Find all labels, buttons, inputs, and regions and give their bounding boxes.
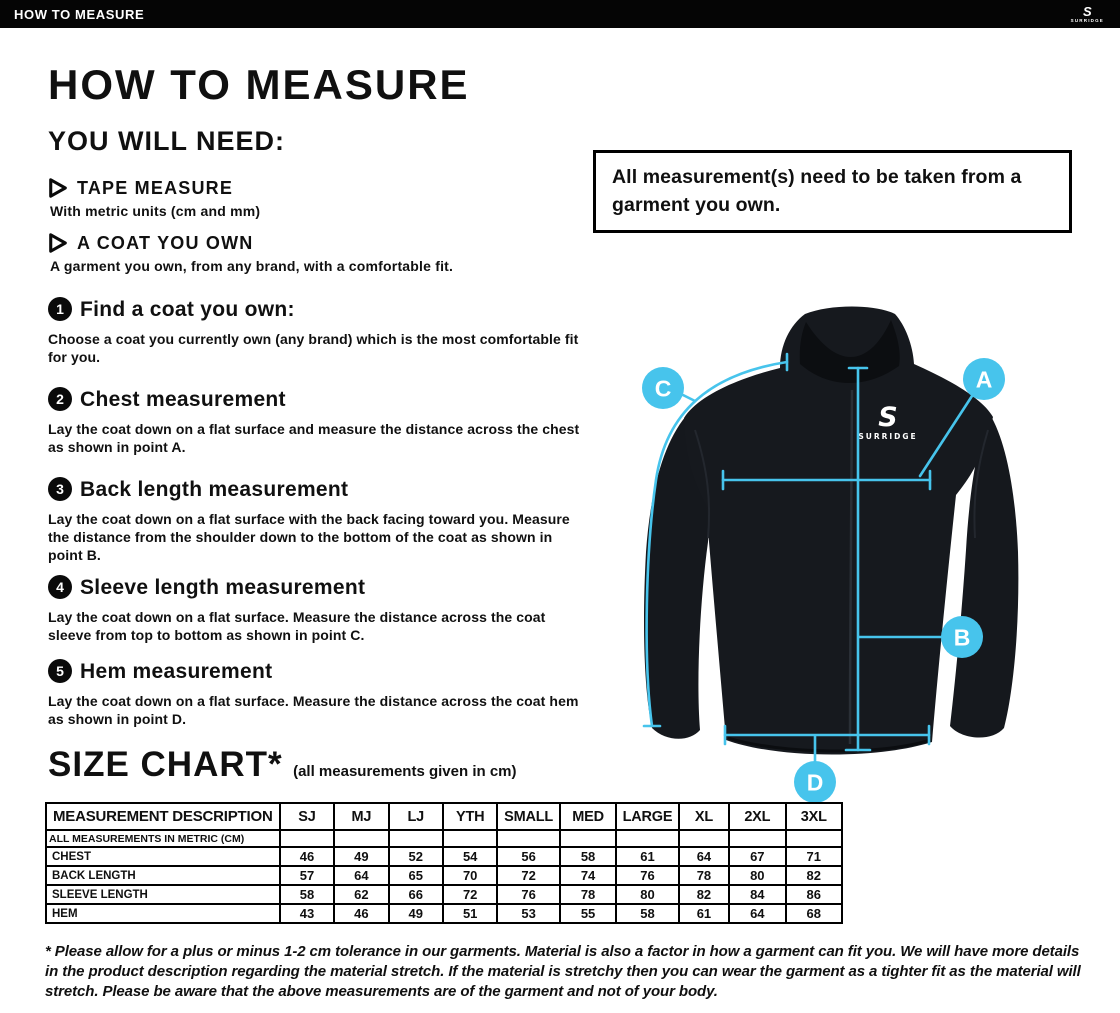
size-chart-value-cell: 56 <box>497 847 559 866</box>
jacket-measurement-figure <box>600 280 1100 810</box>
size-chart-value-cell: 67 <box>729 847 785 866</box>
size-chart-value-cell: 71 <box>786 847 842 866</box>
size-chart-value-cell: 54 <box>443 847 497 866</box>
size-chart-row-label: CHEST <box>46 847 280 866</box>
size-chart-value-cell: 76 <box>616 866 678 885</box>
step-description: Lay the coat down on a flat surface with the back facing toward you. Measure the distance from the shoulder down to the bottom of the coat as shown in point B. <box>48 511 570 564</box>
size-chart-column-header: XL <box>679 803 729 830</box>
jacket-illustration <box>644 307 1018 755</box>
size-chart-note-cell: ALL MEASUREMENTS IN METRIC (CM) <box>46 830 280 847</box>
size-chart-row <box>46 885 842 904</box>
step-1 <box>48 297 585 366</box>
surridge-logo-wordmark: SURRIDGE <box>1070 17 1104 23</box>
size-chart-value-cell: 86 <box>786 885 842 904</box>
size-chart-value-cell: 72 <box>443 885 497 904</box>
page-title: HOW TO MEASURE <box>48 61 470 108</box>
need-item-title: TAPE MEASURE <box>77 178 234 198</box>
step-number-badge: 3 <box>48 477 72 501</box>
size-chart-column-header: LJ <box>389 803 443 830</box>
step-description: Lay the coat down on a flat surface. Measure the distance across the coat hem as shown in point D. <box>48 693 579 728</box>
size-chart-column-header: MED <box>560 803 616 830</box>
need-item-coat <box>48 233 588 274</box>
size-chart-value-cell: 62 <box>334 885 388 904</box>
triangle-bullet-icon <box>48 178 68 198</box>
size-chart-value-cell: 53 <box>497 904 559 923</box>
size-chart-column-header: SJ <box>280 803 334 830</box>
need-item-description: A garment you own, from any brand, with a comfortable fit. <box>50 258 454 274</box>
size-chart-value-cell: 61 <box>616 847 678 866</box>
step-number-badge: 1 <box>48 297 72 321</box>
size-chart-value-cell: 58 <box>560 847 616 866</box>
size-chart-value-cell: 74 <box>560 866 616 885</box>
size-chart-column-header: 2XL <box>729 803 785 830</box>
surridge-logo <box>1071 5 1104 24</box>
size-chart-empty-cell <box>280 830 334 847</box>
size-chart-row-label: SLEEVE LENGTH <box>46 885 280 904</box>
size-chart-empty-cell <box>560 830 616 847</box>
size-chart-value-cell: 70 <box>443 866 497 885</box>
size-chart-empty-cell <box>786 830 842 847</box>
size-chart-note-row <box>46 830 842 847</box>
size-chart-value-cell: 84 <box>729 885 785 904</box>
size-chart-empty-cell <box>729 830 785 847</box>
need-item-tape-measure <box>48 178 588 219</box>
top-bar-title: HOW TO MEASURE <box>14 6 145 22</box>
step-title: Find a coat you own: <box>80 297 295 321</box>
size-chart-column-header: 3XL <box>786 803 842 830</box>
size-chart-row-label: BACK LENGTH <box>46 866 280 885</box>
size-chart-value-cell: 80 <box>729 866 785 885</box>
size-chart-empty-cell <box>334 830 388 847</box>
size-chart-value-cell: 64 <box>729 904 785 923</box>
surridge-logo-s-icon: S <box>1082 3 1092 19</box>
size-chart-subtitle: (all measurements given in cm) <box>293 763 517 780</box>
size-chart-value-cell: 78 <box>679 866 729 885</box>
step-title: Chest measurement <box>80 387 286 411</box>
size-chart-value-cell: 55 <box>560 904 616 923</box>
step-title: Hem measurement <box>80 659 273 683</box>
size-chart-column-header: LARGE <box>616 803 678 830</box>
size-chart-value-cell: 58 <box>280 885 334 904</box>
step-number-badge: 4 <box>48 575 72 599</box>
size-chart-empty-cell <box>389 830 443 847</box>
size-chart-empty-cell <box>443 830 497 847</box>
size-chart-empty-cell <box>497 830 559 847</box>
step-4 <box>48 575 585 644</box>
size-chart-empty-cell <box>616 830 678 847</box>
size-chart-row <box>46 866 842 885</box>
size-chart-value-cell: 57 <box>280 866 334 885</box>
size-chart-value-cell: 43 <box>280 904 334 923</box>
size-chart-header-row <box>46 803 842 830</box>
size-chart-value-cell: 51 <box>443 904 497 923</box>
size-chart-value-cell: 46 <box>334 904 388 923</box>
size-chart-value-cell: 72 <box>497 866 559 885</box>
step-title: Back length measurement <box>80 477 349 501</box>
marker-b-label: B <box>953 624 971 651</box>
garment-logo-s-icon: S <box>878 402 898 433</box>
size-chart-value-cell: 68 <box>786 904 842 923</box>
size-chart-value-cell: 80 <box>616 885 678 904</box>
size-chart-column-header: MJ <box>334 803 388 830</box>
step-title: Sleeve length measurement <box>80 575 366 599</box>
size-chart-value-cell: 61 <box>679 904 729 923</box>
size-chart-row <box>46 904 842 923</box>
size-chart-column-header: MEASUREMENT DESCRIPTION <box>46 803 280 830</box>
size-chart-value-cell: 49 <box>334 847 388 866</box>
size-chart-column-header: YTH <box>443 803 497 830</box>
size-chart-value-cell: 52 <box>389 847 443 866</box>
step-number-badge: 5 <box>48 659 72 683</box>
marker-a-label: A <box>975 366 993 393</box>
size-chart-value-cell: 82 <box>679 885 729 904</box>
size-chart-value-cell: 65 <box>389 866 443 885</box>
step-5 <box>48 659 585 728</box>
size-chart-value-cell: 64 <box>334 866 388 885</box>
size-chart-row <box>46 847 842 866</box>
marker-d-label: D <box>806 769 824 796</box>
you-will-need-heading: YOU WILL NEED: <box>48 126 286 156</box>
top-bar <box>0 0 1120 28</box>
size-chart-value-cell: 78 <box>560 885 616 904</box>
step-2 <box>48 387 585 456</box>
step-description: Choose a coat you currently own (any brand) which is the most comfortable fit for you. <box>48 331 579 366</box>
step-description: Lay the coat down on a flat surface and measure the distance across the chest as shown in point A. <box>48 421 580 456</box>
size-chart-empty-cell <box>679 830 729 847</box>
size-chart-value-cell: 66 <box>389 885 443 904</box>
size-chart-value-cell: 58 <box>616 904 678 923</box>
size-chart-title: SIZE CHART* <box>48 745 283 784</box>
size-chart-row-label: HEM <box>46 904 280 923</box>
need-item-description: With metric units (cm and mm) <box>50 203 261 219</box>
size-chart-value-cell: 49 <box>389 904 443 923</box>
size-chart-heading <box>48 745 517 785</box>
step-3 <box>48 477 585 565</box>
measurement-callout: All measurement(s) need to be taken from a garment you own. <box>593 150 1072 233</box>
marker-c-label: C <box>654 375 672 402</box>
size-chart-body <box>46 830 842 923</box>
size-chart-value-cell: 64 <box>679 847 729 866</box>
size-chart-value-cell: 46 <box>280 847 334 866</box>
triangle-bullet-icon <box>48 233 68 253</box>
size-chart-value-cell: 76 <box>497 885 559 904</box>
garment-logo-wordmark: SURRIDGE <box>858 432 918 441</box>
tolerance-footnote: * Please allow for a plus or minus 1-2 cm tolerance in our garments. Material is also a factor in how a garment can fit you. We will have more details in the product description regarding the material stretch. If the material is stretchy then you can wear the garment as a tighter fit as the material will stretch. Please be aware that the above measurements are of the garment and not of your body. <box>45 943 1081 1000</box>
step-number-badge: 2 <box>48 387 72 411</box>
size-chart-table <box>45 802 843 924</box>
need-item-title: A COAT YOU OWN <box>77 233 254 253</box>
size-chart-value-cell: 82 <box>786 866 842 885</box>
step-description: Lay the coat down on a flat surface. Measure the distance across the coat sleeve from top to bottom as shown in point C. <box>48 609 546 644</box>
size-chart-column-header: SMALL <box>497 803 559 830</box>
